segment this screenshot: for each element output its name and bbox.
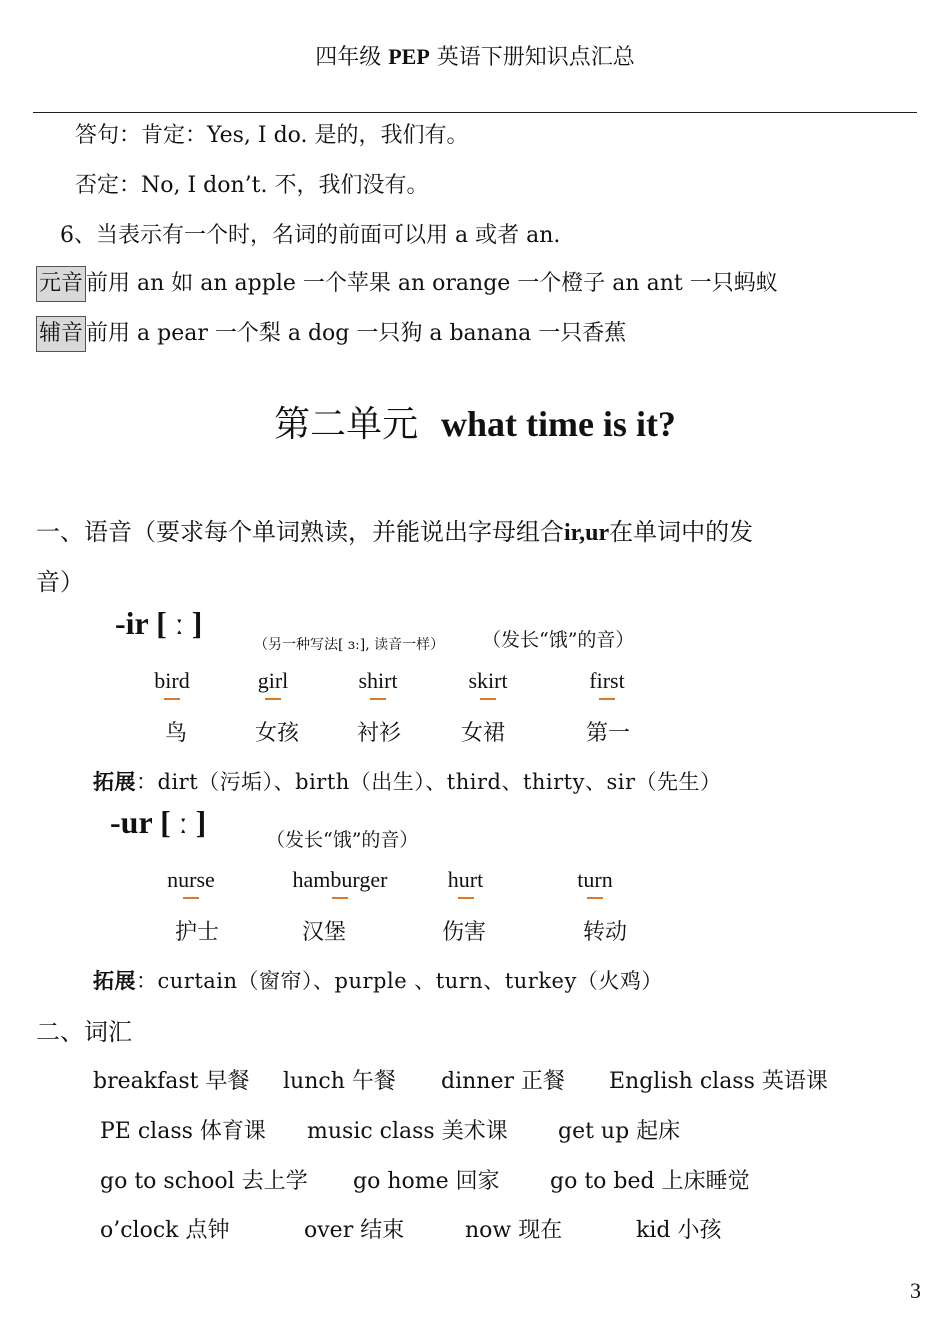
ur-meaning-3: 伤害 [442,920,487,945]
header-title-prefix: 四年级 [315,45,382,70]
vowel-text: 前用 an 如 an apple 一个苹果 an orange 一个橙子 an ant 一只蚂蚁 [86,271,778,296]
ir-extension-text: ：dirt（污垢）、birth（出生）、third、thirty、sir（先生） [136,770,722,794]
header-divider [33,112,917,113]
ir-meaning-2: 女孩 [255,721,300,746]
section1-heading-end: 在单词中的发 [609,518,754,546]
answer-affirmative: 答句：肯定：Yes, I do. 是的，我们有。 [75,123,469,148]
ir-extension-label: 拓展 [93,770,136,794]
ir-meaning-3: 衬衫 [357,721,402,746]
vocab-item: go to bed 上床睡觉 [550,1169,750,1194]
ur-word-1: nurse [156,867,226,899]
vocab-item: get up 起床 [558,1119,681,1144]
ir-phonetic-label: -ir [ ː ] [115,605,203,641]
ir-word-5: first [577,668,637,700]
ur-word-2: hamburger [280,867,400,899]
header-title-bold: PEP [388,44,430,69]
ir-word-2: girl [243,668,303,700]
ur-note: （发长“饿”的音） [266,829,419,851]
ir-meaning-1: 鸟 [165,721,188,746]
ir-meaning-5: 第一 [586,721,631,746]
ur-word-4: turn [570,867,620,899]
consonant-box: 辅音 [36,316,86,352]
ur-meaning-2: 汉堡 [302,920,347,945]
ur-meaning-4: 转动 [583,920,628,945]
vowel-box: 元音 [36,266,86,302]
ir-word-4: skirt [458,668,518,700]
header-title-suffix: 英语下册知识点汇总 [436,45,635,70]
section1-heading-bold: ir,ur [564,520,610,546]
vocab-item: kid 小孩 [636,1218,722,1243]
section2-heading: 二、词汇 [36,1018,132,1046]
vocab-item: o’clock 点钟 [100,1218,230,1243]
page-number: 3 [910,1278,921,1303]
unit-title [0,396,950,447]
section1-heading-text: 一、语音（要求每个单词熟读，并能说出字母组合 [36,518,564,546]
ir-word-3: shirt [348,668,408,700]
ur-extension-label: 拓展 [93,969,136,993]
page-header-title [0,40,950,71]
ir-meaning-4: 女裙 [461,721,506,746]
section1-heading [36,512,753,547]
ur-word-3: hurt [438,867,493,899]
ir-word-1: bird [142,668,202,700]
vocab-item: PE class 体育课 [100,1119,266,1144]
article-rule: 6、当表示有一个时，名词的前面可以用 a 或者 an. [60,223,561,248]
vocab-item: go to school 去上学 [100,1169,308,1194]
consonant-text: 前用 a pear 一个梨 a dog 一只狗 a banana 一只香蕉 [86,321,627,346]
unit-title-en: what time is it? [440,404,676,444]
vocab-item: over 结束 [304,1218,405,1243]
ur-meaning-1: 护士 [175,920,220,945]
vocab-item: lunch 午餐 [283,1069,396,1094]
ir-note: （发长“饿”的音） [482,629,635,651]
section1-heading-line2: 音） [36,568,84,596]
vocab-item: breakfast 早餐 [93,1069,250,1094]
answer-negative: 否定：No, I don’t. 不，我们没有。 [75,173,429,198]
ur-phonetic-label: -ur [ ː ] [110,804,207,840]
vocab-item: go home 回家 [353,1169,500,1194]
vocab-item: dinner 正餐 [441,1069,565,1094]
vocab-item: now 现在 [465,1218,563,1243]
vocab-item: music class 美术课 [307,1119,508,1144]
vowel-line [36,266,778,302]
ur-extension [93,965,663,995]
ir-small-note: （另一种写法[ ɜː], 读音一样） [254,637,445,653]
ur-extension-text: ：curtain（窗帘）、purple 、turn、turkey（火鸡） [136,969,663,993]
vocab-item: English class 英语课 [609,1069,828,1094]
unit-title-cn: 第二单元 [274,404,419,445]
consonant-line [36,316,626,352]
ir-extension [93,766,722,796]
